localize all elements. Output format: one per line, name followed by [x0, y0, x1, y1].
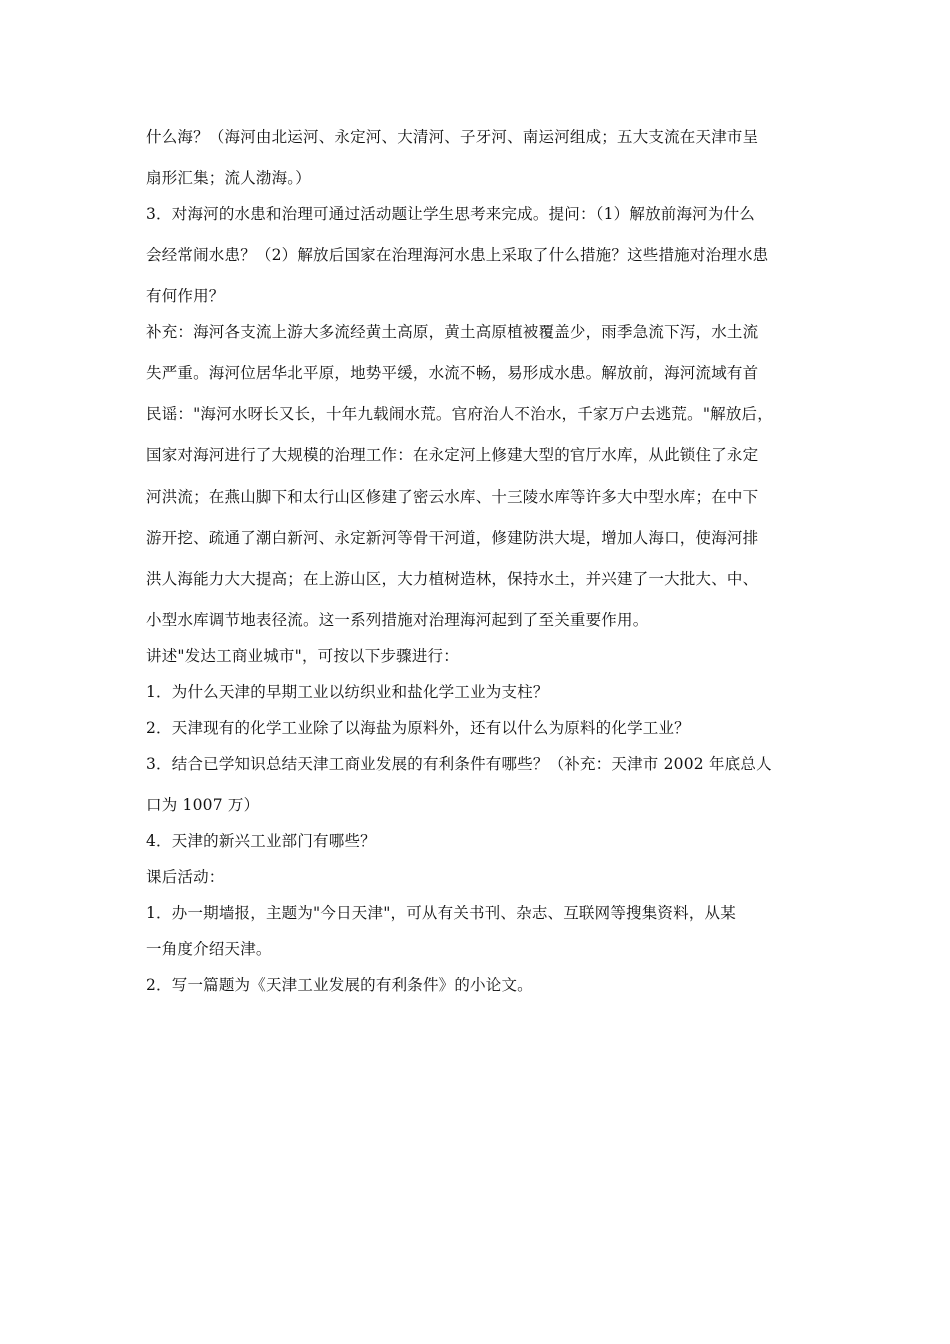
text-line: 口为 1007 万） [146, 796, 260, 814]
text-line: 一角度介绍天津。 [146, 940, 272, 958]
text-line: 小型水库调节地表径流。这一系列措施对治理海河起到了至关重要作用。 [146, 611, 649, 629]
text-line: 民谣："海河水呀长又长，十年九载闹水荒。官府治人不治水，千家万户去逃荒。"解放后， [146, 405, 773, 423]
text-line: 2．天津现有的化学工业除了以海盐为原料外，还有以什么为原料的化学工业？ [146, 719, 690, 737]
text-line: 2．写一篇题为《天津工业发展的有利条件》的小论文。 [146, 976, 533, 994]
text-line: 什么海？（海河由北运河、永定河、大清河、子牙河、南运河组成；五大支流在天津市呈 [146, 128, 759, 146]
text-line: 有何作用？ [146, 287, 225, 305]
text-line: 课后活动： [146, 868, 225, 886]
text-line: 游开挖、疏通了潮白新河、永定新河等骨干河道，修建防洪大堤，增加人海口，使海河排 [146, 529, 759, 547]
text-line: 1．为什么天津的早期工业以纺织业和盐化学工业为支柱？ [146, 683, 549, 701]
text-line: 扇形汇集；流人渤海。） [146, 169, 311, 187]
text-line: 洪人海能力大大提高；在上游山区，大力植树造林，保持水土，并兴建了一大批大、中、 [146, 570, 759, 588]
text-line: 4．天津的新兴工业部门有哪些？ [146, 832, 376, 850]
text-line: 补充：海河各支流上游大多流经黄土高原，黄土高原植被覆盖少，雨季急流下泻，水土流 [146, 323, 759, 341]
text-line: 失严重。海河位居华北平原，地势平缓，水流不畅，易形成水患。解放前，海河流域有首 [146, 364, 759, 382]
text-line: 国家对海河进行了大规模的治理工作：在永定河上修建大型的官厅水库，从此锁住了永定 [146, 446, 759, 464]
text-line: 1．办一期墙报，主题为"今日天津"，可从有关书刊、杂志、互联网等搜集资料，从某 [146, 904, 736, 922]
text-line: 河洪流；在燕山脚下和太行山区修建了密云水库、十三陵水库等许多大中型水库；在中下 [146, 488, 759, 506]
text-line: 讲述"发达工商业城市"，可按以下步骤进行： [146, 647, 459, 665]
text-line: 会经常闹水患？（2）解放后国家在治理海河水患上采取了什么措施？这些措施对治理水患 [146, 246, 769, 264]
text-line: 3．对海河的水患和治理可通过活动题让学生思考来完成。提问：（1）解放前海河为什么 [146, 205, 755, 223]
text-line: 3．结合已学知识总结天津工商业发展的有利条件有哪些？（补充：天津市 2002 年底总人 [146, 755, 772, 773]
